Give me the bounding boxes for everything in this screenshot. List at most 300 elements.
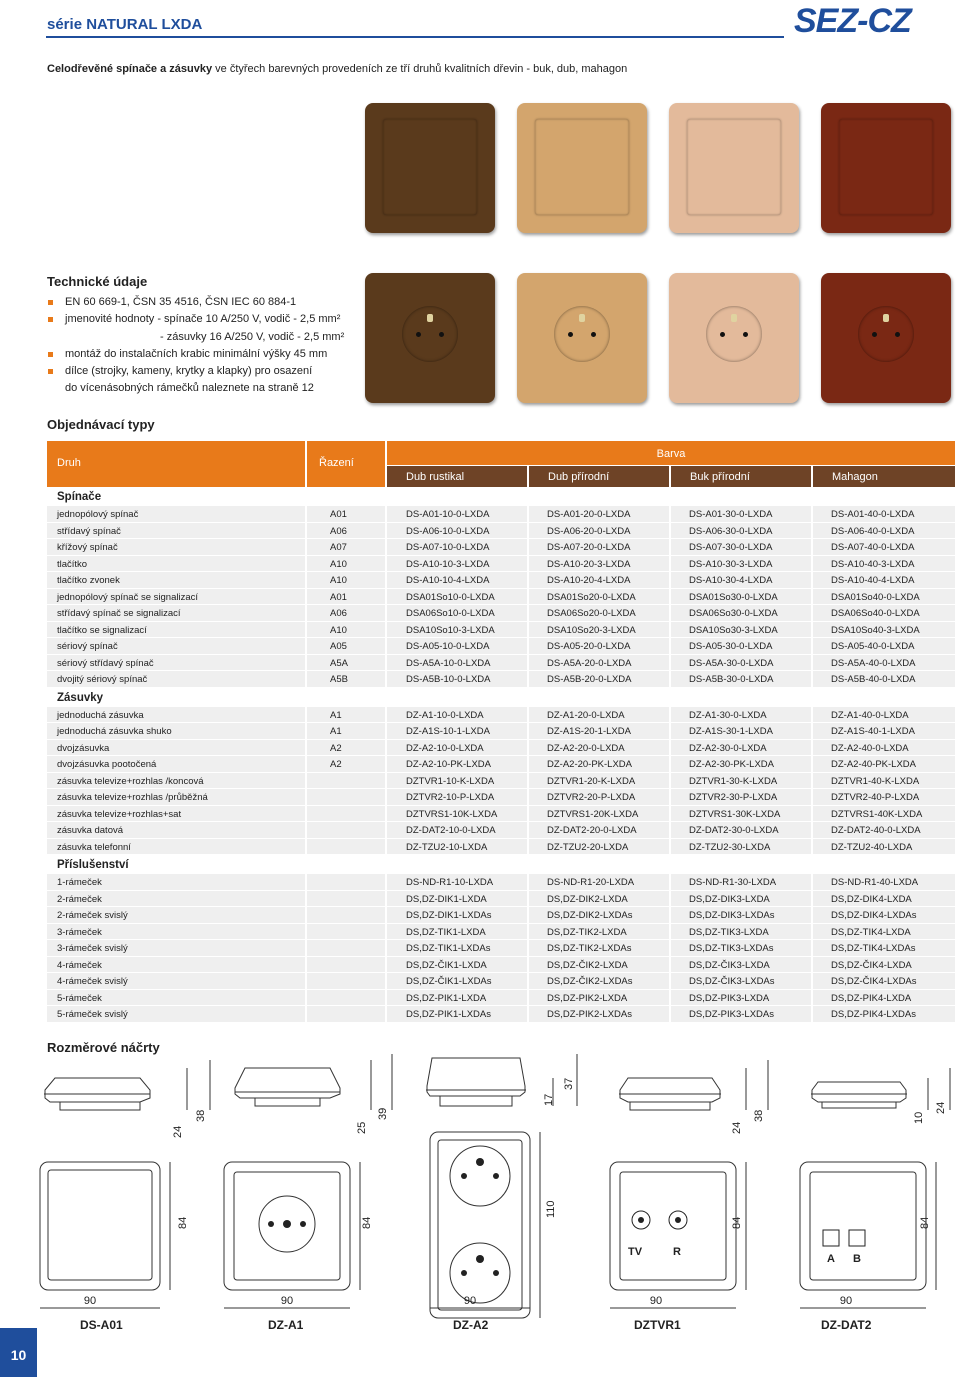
table-header <box>47 441 955 487</box>
a-mark: A <box>827 1253 835 1265</box>
table-cell: DZ-A2-30-0-LXDA <box>671 740 811 756</box>
table-cell: DS,DZ-DIK3-LXDAs <box>671 907 811 923</box>
table-cell: tlačítko zvonek <box>47 572 305 588</box>
header-druh: Druh <box>47 441 305 487</box>
table-cell: DS-A06-30-0-LXDA <box>671 523 811 539</box>
table-cell: DZ-A1-20-0-LXDA <box>529 707 669 723</box>
table-cell: střídavý spínač se signalizací <box>47 605 305 621</box>
table-cell: DSA06So20-0-LXDA <box>529 605 669 621</box>
table-cell: DS,DZ-DIK3-LXDA <box>671 891 811 907</box>
table-cell: DZ-A2-20-0-LXDA <box>529 740 669 756</box>
table-cell: DS,DZ-ČIK2-LXDAs <box>529 973 669 989</box>
table-cell: DZ-A2-10-0-LXDA <box>387 740 527 756</box>
table-cell: DS-A07-20-0-LXDA <box>529 539 669 555</box>
earth-pin <box>731 314 737 322</box>
header-color: Dub rustikal <box>387 466 527 487</box>
table-row <box>47 556 955 573</box>
table-cell: DS,DZ-ČIK3-LXDAs <box>671 973 811 989</box>
profile-dz-a2 <box>426 1058 526 1106</box>
profile-dz-a1 <box>235 1068 340 1106</box>
dim-depth: 24 <box>935 1101 947 1114</box>
table-cell: DS-A01-20-0-LXDA <box>529 506 669 522</box>
dim-width: 90 <box>83 1295 97 1307</box>
table-cell: DZTVRS1-20K-LXDA <box>529 806 669 822</box>
table-cell: A01 <box>307 589 385 605</box>
table-cell: DS,DZ-PIK4-LXDA <box>813 990 955 1006</box>
earth-pin <box>579 314 585 322</box>
table-cell: DZ-A1S-10-1-LXDA <box>387 723 527 739</box>
table-cell: 4-rámeček <box>47 957 305 973</box>
table-cell <box>307 789 385 805</box>
table-cell: DZ-TZU2-40-LXDA <box>813 839 955 855</box>
table-cell: DZTVR1-40-K-LXDA <box>813 773 955 789</box>
table-cell: DS-A10-30-4-LXDA <box>671 572 811 588</box>
tech-title: Technické údaje <box>47 274 148 289</box>
table-cell: 2-rámeček <box>47 891 305 907</box>
table-row <box>47 523 955 540</box>
table-cell: DS-A10-40-3-LXDA <box>813 556 955 572</box>
table-cell: DSA06So30-0-LXDA <box>671 605 811 621</box>
table-cell: DZ-A1S-30-1-LXDA <box>671 723 811 739</box>
table-cell: 5-rámeček svislý <box>47 1006 305 1022</box>
table-row <box>47 539 955 556</box>
table-cell: DS,DZ-DIK4-LXDA <box>813 891 955 907</box>
tv-connector-core <box>638 1217 644 1223</box>
tech-line: dílce (strojky, kameny, krytky a klapky) pro osazení <box>65 365 313 378</box>
switch-rocker <box>383 119 477 215</box>
table-cell: DZTVR1-10-K-LXDA <box>387 773 527 789</box>
table-cell: DS,DZ-PIK4-LXDAs <box>813 1006 955 1022</box>
table-row <box>47 891 955 908</box>
switch-photo <box>517 103 647 233</box>
tech-line: do vícenásobných rámečků naleznete na straně 12 <box>65 382 314 395</box>
r-mark: R <box>673 1246 681 1258</box>
socket-hole <box>416 332 421 337</box>
dimensions-title: Rozměrové náčrty <box>47 1040 160 1055</box>
table-cell: A5A <box>307 655 385 671</box>
table-cell: DS,DZ-DIK1-LXDA <box>387 891 527 907</box>
dim-depth: 37 <box>563 1077 575 1090</box>
table-cell: DS,DZ-ČIK2-LXDA <box>529 957 669 973</box>
table-cell: DZ-TZU2-10-LXDA <box>387 839 527 855</box>
table-cell <box>307 822 385 838</box>
table-row <box>47 740 955 757</box>
radio-connector-core <box>675 1217 681 1223</box>
table-cell: DS-A05-30-0-LXDA <box>671 638 811 654</box>
drawing-label: DZTVR1 <box>634 1318 681 1332</box>
table-cell: DZ-A2-40-0-LXDA <box>813 740 955 756</box>
table-cell: DS-A5A-40-0-LXDA <box>813 655 955 671</box>
table-cell: DSA06So10-0-LXDA <box>387 605 527 621</box>
table-cell: A2 <box>307 756 385 772</box>
table-cell <box>307 773 385 789</box>
pin-hole <box>268 1221 274 1227</box>
table-cell: DZ-A1-40-0-LXDA <box>813 707 955 723</box>
table-cell: DS-ND-R1-40-LXDA <box>813 874 955 890</box>
table-row <box>47 907 955 924</box>
table-cell: DS,DZ-PIK3-LXDA <box>671 990 811 1006</box>
table-cell: A10 <box>307 556 385 572</box>
table-cell: DS,DZ-PIK3-LXDAs <box>671 1006 811 1022</box>
table-cell: křížový spínač <box>47 539 305 555</box>
table-row <box>47 822 955 839</box>
socket-hole <box>720 332 725 337</box>
intro-bold: Celodřevěné spínače a zásuvky <box>47 63 213 75</box>
table-cell: DSA06So40-0-LXDA <box>813 605 955 621</box>
table-cell: DS-A10-20-4-LXDA <box>529 572 669 588</box>
table-row <box>47 638 955 655</box>
dim-height: 84 <box>361 1216 373 1229</box>
table-cell: DS-A10-40-4-LXDA <box>813 572 955 588</box>
bullet-icon <box>48 317 53 322</box>
series-title: série NATURAL LXDA <box>47 16 203 33</box>
table-cell: DS,DZ-DIK2-LXDA <box>529 891 669 907</box>
page-number: 10 <box>0 1328 37 1377</box>
table-cell: DZ-A1-30-0-LXDA <box>671 707 811 723</box>
table-cell: 2-rámeček svislý <box>47 907 305 923</box>
table-cell: DS,DZ-PIK2-LXDA <box>529 990 669 1006</box>
table-row <box>47 990 955 1007</box>
table-cell: DZ-DAT2-30-0-LXDA <box>671 822 811 838</box>
table-cell: DS-A06-20-0-LXDA <box>529 523 669 539</box>
table-cell: DSA10So20-3-LXDA <box>529 622 669 638</box>
dim-depth: 24 <box>731 1121 743 1134</box>
tech-list <box>47 294 344 398</box>
order-title: Objednávací typy <box>47 417 155 432</box>
pin-hole <box>493 1173 499 1179</box>
socket-photo <box>517 273 647 403</box>
table-cell: A2 <box>307 740 385 756</box>
table-cell: DZ-A1S-40-1-LXDA <box>813 723 955 739</box>
table-row <box>47 622 955 639</box>
bullet-icon <box>48 352 53 357</box>
table-cell: střídavý spínač <box>47 523 305 539</box>
table-cell: jednoduchá zásuvka shuko <box>47 723 305 739</box>
table-row <box>47 973 955 990</box>
table-row <box>47 839 955 856</box>
table-cell: DS,DZ-ČIK1-LXDA <box>387 957 527 973</box>
table-cell: DS,DZ-ČIK1-LXDAs <box>387 973 527 989</box>
table-cell: DS-A07-30-0-LXDA <box>671 539 811 555</box>
socket-face <box>402 306 458 362</box>
table-cell <box>307 907 385 923</box>
section-title: Spínače <box>57 491 102 503</box>
table-cell: jednopólový spínač se signalizací <box>47 589 305 605</box>
table-cell <box>307 973 385 989</box>
table-cell: DS,DZ-TIK1-LXDAs <box>387 940 527 956</box>
table-cell: DSA10So40-3-LXDA <box>813 622 955 638</box>
tv-mark: TV <box>628 1246 643 1258</box>
table-cell: DZ-A2-40-PK-LXDA <box>813 756 955 772</box>
intro-text <box>47 63 627 75</box>
table-row <box>47 940 955 957</box>
table-cell: DS,DZ-PIK1-LXDA <box>387 990 527 1006</box>
earth-pin <box>883 314 889 322</box>
table-cell: DS,DZ-TIK4-LXDA <box>813 924 955 940</box>
table-cell: tlačítko <box>47 556 305 572</box>
table-cell: jednopólový spínač <box>47 506 305 522</box>
table-cell: DZ-TZU2-20-LXDA <box>529 839 669 855</box>
table-row <box>47 707 955 724</box>
table-cell: 4-rámeček svislý <box>47 973 305 989</box>
table-cell: DS-A10-10-4-LXDA <box>387 572 527 588</box>
table-cell: DS-A5B-40-0-LXDA <box>813 671 955 687</box>
table-cell: DS-A07-40-0-LXDA <box>813 539 955 555</box>
dim-depth: 24 <box>172 1125 184 1138</box>
pin-center <box>476 1255 484 1263</box>
table-row <box>47 874 955 891</box>
dim-depth: 10 <box>913 1111 925 1124</box>
table-cell: DS-A06-40-0-LXDA <box>813 523 955 539</box>
table-row <box>47 671 955 688</box>
table-cell: A10 <box>307 572 385 588</box>
earth-pin <box>427 314 433 322</box>
table-cell: DS,DZ-DIK2-LXDAs <box>529 907 669 923</box>
table-cell: dvojzásuvka <box>47 740 305 756</box>
table-cell <box>307 1006 385 1022</box>
switch-rocker <box>535 119 629 215</box>
table-cell: DSA01So10-0-LXDA <box>387 589 527 605</box>
table-cell: DZTVR2-10-P-LXDA <box>387 789 527 805</box>
table-cell: DZTVRS1-10K-LXDA <box>387 806 527 822</box>
table-cell: DZ-A1-10-0-LXDA <box>387 707 527 723</box>
table-cell: DZTVRS1-30K-LXDA <box>671 806 811 822</box>
table-cell: A10 <box>307 622 385 638</box>
header-razeni: Řazení <box>307 441 385 487</box>
table-cell: A1 <box>307 707 385 723</box>
tech-item <box>47 311 344 328</box>
table-cell: DS-A5B-20-0-LXDA <box>529 671 669 687</box>
front-dztvr1 <box>610 1162 736 1290</box>
table-cell: zásuvka televize+rozhlas+sat <box>47 806 305 822</box>
table-cell: tlačítko se signalizací <box>47 622 305 638</box>
table-cell: DS-A01-30-0-LXDA <box>671 506 811 522</box>
table-cell: DS-A5B-30-0-LXDA <box>671 671 811 687</box>
table-cell: DS-A5A-10-0-LXDA <box>387 655 527 671</box>
table-cell <box>307 874 385 890</box>
table-row <box>47 773 955 790</box>
table-cell: 3-rámeček svislý <box>47 940 305 956</box>
dim-depth: 17 <box>543 1093 555 1106</box>
table-row <box>47 756 955 773</box>
table-cell: DZTVRS1-40K-LXDA <box>813 806 955 822</box>
table-cell: DZ-DAT2-40-0-LXDA <box>813 822 955 838</box>
data-port-b-icon <box>849 1230 865 1246</box>
table-cell <box>307 806 385 822</box>
table-row <box>47 655 955 672</box>
table-cell: DS,DZ-ČIK4-LXDAs <box>813 973 955 989</box>
front-dz-dat2 <box>800 1162 926 1290</box>
table-cell: DZTVR1-20-K-LXDA <box>529 773 669 789</box>
tech-line: jmenovité hodnoty - spínače 10 A/250 V, vodič - 2,5 mm² <box>65 313 341 326</box>
tech-item <box>47 380 344 397</box>
table-cell: DS,DZ-TIK3-LXDAs <box>671 940 811 956</box>
table-cell: jednoduchá zásuvka <box>47 707 305 723</box>
table-cell: DS-A05-40-0-LXDA <box>813 638 955 654</box>
table-cell <box>307 940 385 956</box>
table-cell: DZTVR1-30-K-LXDA <box>671 773 811 789</box>
table-cell: DS-ND-R1-10-LXDA <box>387 874 527 890</box>
table-cell: DZ-A2-10-PK-LXDA <box>387 756 527 772</box>
table-cell: DS-A01-10-0-LXDA <box>387 506 527 522</box>
table-cell: 1-rámeček <box>47 874 305 890</box>
table-cell: DS-A06-10-0-LXDA <box>387 523 527 539</box>
profile-dz-dat2 <box>811 1082 907 1108</box>
pin-hole <box>461 1173 467 1179</box>
table-cell: A01 <box>307 506 385 522</box>
dim-depth: 39 <box>377 1107 389 1120</box>
table-cell: DS-A05-10-0-LXDA <box>387 638 527 654</box>
socket-photo <box>669 273 799 403</box>
bullet-icon <box>48 300 53 305</box>
table-cell: 3-rámeček <box>47 924 305 940</box>
table-cell: DS-A5A-20-0-LXDA <box>529 655 669 671</box>
table-cell: A07 <box>307 539 385 555</box>
table-cell: DS-A10-10-3-LXDA <box>387 556 527 572</box>
dim-width: 90 <box>463 1295 477 1307</box>
profile-dztvr1 <box>619 1078 721 1110</box>
table-cell: sériový spínač <box>47 638 305 654</box>
table-row <box>47 506 955 523</box>
header-barva: Barva <box>387 441 955 465</box>
table-cell: DSA10So10-3-LXDA <box>387 622 527 638</box>
dim-width: 90 <box>649 1295 663 1307</box>
table-cell: DS,DZ-ČIK3-LXDA <box>671 957 811 973</box>
section-title: Zásuvky <box>57 691 104 704</box>
pin-hole <box>300 1221 306 1227</box>
pin-center <box>476 1158 484 1166</box>
socket-face <box>554 306 610 362</box>
switch-rocker <box>687 119 781 215</box>
table-cell: zásuvka televize+rozhlas /koncová <box>47 773 305 789</box>
brand-logo: SEZ-CZ <box>794 2 911 40</box>
table-cell: A05 <box>307 638 385 654</box>
table-cell: DZ-A2-30-PK-LXDA <box>671 756 811 772</box>
bullet-icon <box>48 369 53 374</box>
table-cell: dvojitý sériový spínač <box>47 671 305 687</box>
data-port-a-icon <box>823 1230 839 1246</box>
table-cell <box>307 957 385 973</box>
socket-photo <box>821 273 951 403</box>
table-cell: DZ-DAT2-10-0-LXDA <box>387 822 527 838</box>
section-title: Příslušenství <box>57 859 129 871</box>
pin-center <box>283 1220 291 1228</box>
dim-height: 110 <box>545 1200 557 1218</box>
table-cell: zásuvka telefonní <box>47 839 305 855</box>
tech-line: EN 60 669-1, ČSN 35 4516, ČSN IEC 60 884-1 <box>65 296 297 308</box>
table-cell: DS-ND-R1-30-LXDA <box>671 874 811 890</box>
drawing-label: DZ-A1 <box>268 1318 304 1332</box>
table-cell: DS-A5B-10-0-LXDA <box>387 671 527 687</box>
dim-depth: 38 <box>753 1109 765 1122</box>
table-body <box>47 487 955 1023</box>
table-cell: DZ-A1S-20-1-LXDA <box>529 723 669 739</box>
table-cell <box>307 891 385 907</box>
tech-item <box>47 329 344 346</box>
table-cell: DZ-TZU2-30-LXDA <box>671 839 811 855</box>
table-cell: DSA01So20-0-LXDA <box>529 589 669 605</box>
header-color: Buk přírodní <box>671 466 811 487</box>
table-cell: 5-rámeček <box>47 990 305 1006</box>
table-row <box>47 723 955 740</box>
table-row <box>47 806 955 823</box>
dim-height: 84 <box>177 1216 189 1229</box>
profile-ds-a01 <box>44 1078 150 1110</box>
drawing-label: DZ-DAT2 <box>821 1318 872 1332</box>
table-cell: DS,DZ-TIK4-LXDAs <box>813 940 955 956</box>
switch-rocker <box>839 119 933 215</box>
table-cell: sériový střídavý spínač <box>47 655 305 671</box>
table-cell: DZTVR2-40-P-LXDA <box>813 789 955 805</box>
table-cell: DSA01So30-0-LXDA <box>671 589 811 605</box>
socket-hole <box>743 332 748 337</box>
tech-item <box>47 346 344 363</box>
table-cell: DS,DZ-TIK1-LXDA <box>387 924 527 940</box>
table-cell: DS-A05-20-0-LXDA <box>529 638 669 654</box>
socket-hole <box>568 332 573 337</box>
table-cell: DS-A5A-30-0-LXDA <box>671 655 811 671</box>
table-row <box>47 605 955 622</box>
table-cell: A5B <box>307 671 385 687</box>
table-cell: A1 <box>307 723 385 739</box>
tech-item <box>47 363 344 380</box>
table-cell: DSA10So30-3-LXDA <box>671 622 811 638</box>
socket-hole <box>895 332 900 337</box>
table-cell: DS-A10-30-3-LXDA <box>671 556 811 572</box>
tech-line: - zásuvky 16 A/250 V, vodič - 2,5 mm² <box>160 330 345 343</box>
switch-photo <box>821 103 951 233</box>
table-cell: DS-A07-10-0-LXDA <box>387 539 527 555</box>
table-cell: DS,DZ-DIK4-LXDAs <box>813 907 955 923</box>
socket-hole <box>872 332 877 337</box>
table-cell <box>307 990 385 1006</box>
order-table <box>47 441 955 1023</box>
switch-photo <box>365 103 495 233</box>
socket-photo <box>365 273 495 403</box>
table-cell: DS,DZ-TIK2-LXDAs <box>529 940 669 956</box>
header-color: Dub přírodní <box>529 466 669 487</box>
drawing-label: DZ-A2 <box>453 1318 489 1332</box>
table-cell: DS-ND-R1-20-LXDA <box>529 874 669 890</box>
table-cell: DS,DZ-PIK1-LXDAs <box>387 1006 527 1022</box>
header-rule <box>46 36 784 38</box>
table-cell: dvojzásuvka pootočená <box>47 756 305 772</box>
table-row <box>47 589 955 606</box>
front-ds-a01 <box>40 1162 160 1290</box>
switch-photo <box>669 103 799 233</box>
table-cell: A06 <box>307 605 385 621</box>
table-cell: zásuvka datová <box>47 822 305 838</box>
table-row <box>47 789 955 806</box>
socket-face <box>858 306 914 362</box>
table-row <box>47 1006 955 1023</box>
table-cell <box>307 924 385 940</box>
header-color: Mahagon <box>813 466 955 487</box>
dim-width: 90 <box>280 1295 294 1307</box>
dim-depth: 25 <box>356 1121 368 1134</box>
dim-height: 84 <box>731 1216 743 1229</box>
table-row <box>47 572 955 589</box>
table-row <box>47 957 955 974</box>
table-cell <box>307 839 385 855</box>
dimension-drawings <box>0 1050 960 1377</box>
pin-hole <box>461 1270 467 1276</box>
table-cell: DS,DZ-TIK2-LXDA <box>529 924 669 940</box>
table-cell: DZTVR2-20-P-LXDA <box>529 789 669 805</box>
table-cell: DS,DZ-ČIK4-LXDA <box>813 957 955 973</box>
socket-hole <box>591 332 596 337</box>
table-cell: zásuvka televize+rozhlas /průběžná <box>47 789 305 805</box>
